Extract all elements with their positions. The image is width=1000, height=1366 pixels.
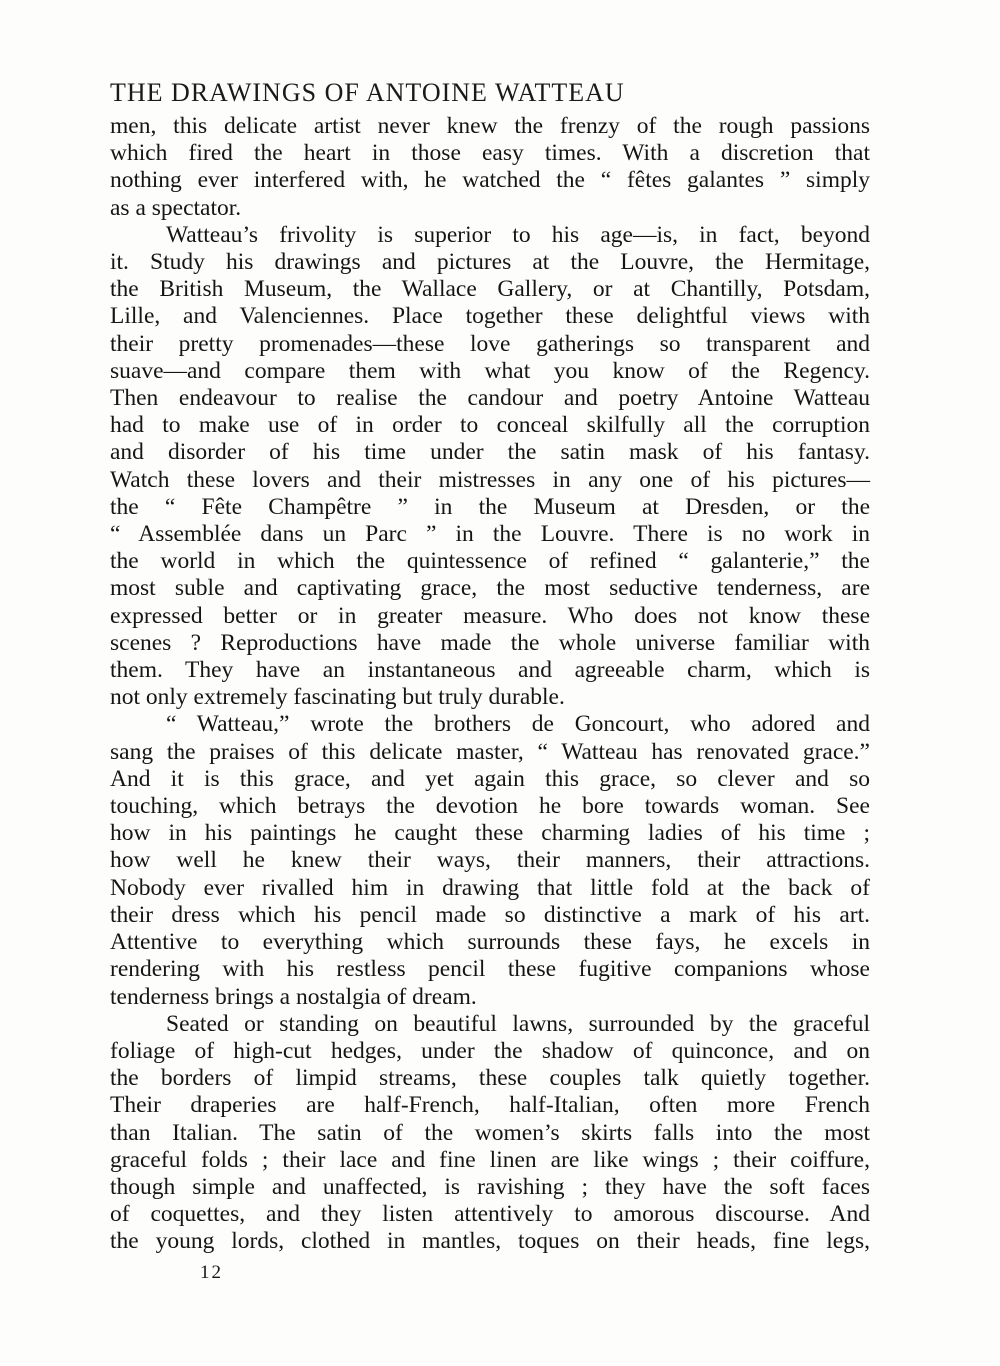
text-line: the “ Fête Champêtre ” in the Museum at Dresden, or the [110, 493, 870, 520]
text-line: nothing ever interfered with, he watched the “ fêtes galantes ” simply [110, 167, 870, 194]
text-line: sang the praises of this delicate master, “ Watteau has renovated grace.” [110, 738, 870, 765]
text-line: Lille, and Valenciennes. Place together these delightful views with [110, 303, 870, 330]
body-text [110, 113, 870, 1256]
text-line: their pretty promenades—these love gatherings so transparent and [110, 330, 870, 357]
text-line: how well he knew their ways, their manners, their attractions. [110, 847, 870, 874]
text-line: not only extremely fascinating but truly durable. [110, 684, 565, 711]
text-line: the world in which the quintessence of refined “ galanterie,” the [110, 548, 870, 575]
text-line: and disorder of his time under the satin mask of his fantasy. [110, 439, 870, 466]
text-line: which fired the heart in those easy times. With a discretion that [110, 140, 870, 167]
paragraph-2 [110, 222, 870, 712]
text-line: touching, which betrays the devotion he bore towards woman. See [110, 793, 870, 820]
text-line: suave—and compare them with what you know of the Regency. [110, 357, 870, 384]
text-line: how in his paintings he caught these charming ladies of his time ; [110, 820, 870, 847]
text-line: graceful folds ; their lace and fine linen are like wings ; their coiffure, [110, 1146, 870, 1173]
page-number: 12 [200, 1262, 223, 1283]
text-line: Watch these lovers and their mistresses in any one of his pictures— [110, 466, 870, 493]
paragraph-1 [110, 113, 870, 222]
text-line: most suble and captivating grace, the most seductive tenderness, are [110, 575, 870, 602]
text-line: Nobody ever rivalled him in drawing that little fold at the back of [110, 874, 870, 901]
text-line: of coquettes, and they listen attentively to amorous discourse. And [110, 1201, 870, 1228]
text-line: though simple and unaffected, is ravishing ; they have the soft faces [110, 1173, 870, 1200]
text-line: Then endeavour to realise the candour and poetry Antoine Watteau [110, 385, 870, 412]
text-line: than Italian. The satin of the women’s skirts falls into the most [110, 1119, 870, 1146]
text-line: “ Watteau,” wrote the brothers de Goncourt, who adored and [166, 711, 870, 738]
text-line: expressed better or in greater measure. Who does not know these [110, 602, 870, 629]
text-line: men, this delicate artist never knew the frenzy of the rough passions [110, 113, 870, 139]
running-head: THE DRAWINGS OF ANTOINE WATTEAU [110, 78, 625, 107]
paragraph-4 [110, 1011, 870, 1256]
text-line: their dress which his pencil made so distinctive a mark of his art. [110, 901, 870, 928]
text-line: as a spectator. [110, 194, 242, 221]
text-line: tenderness brings a nostalgia of dream. [110, 983, 477, 1010]
text-line: them. They have an instantaneous and agreeable charm, which is [110, 657, 870, 684]
text-line: Attentive to everything which surrounds these fays, he excels in [110, 929, 870, 956]
text-line: the borders of limpid streams, these couples talk quietly together. [110, 1065, 870, 1092]
text-line: foliage of high-cut hedges, under the shadow of quinconce, and on [110, 1037, 870, 1064]
text-line: “ Assemblée dans un Parc ” in the Louvre. There is no work in [110, 521, 870, 548]
text-line: And it is this grace, and yet again this grace, so clever and so [110, 765, 870, 792]
text-line: rendering with his restless pencil these fugitive companions whose [110, 956, 870, 983]
text-line: Their draperies are half-French, half-Italian, often more French [110, 1092, 870, 1119]
text-line: it. Study his drawings and pictures at the Louvre, the Hermitage, [110, 249, 870, 276]
text-line: the British Museum, the Wallace Gallery, or at Chantilly, Potsdam, [110, 276, 870, 303]
text-line: had to make use of in order to conceal skilfully all the corruption [110, 412, 870, 439]
text-line: scenes ? Reproductions have made the whole universe familiar with [110, 629, 870, 656]
paragraph-3 [110, 711, 870, 1010]
text-line: Watteau’s frivolity is superior to his age—is, in fact, beyond [166, 221, 870, 248]
text-line: the young lords, clothed in mantles, toques on their heads, fine legs, [110, 1228, 870, 1255]
text-line: Seated or standing on beautiful lawns, surrounded by the graceful [166, 1010, 870, 1037]
